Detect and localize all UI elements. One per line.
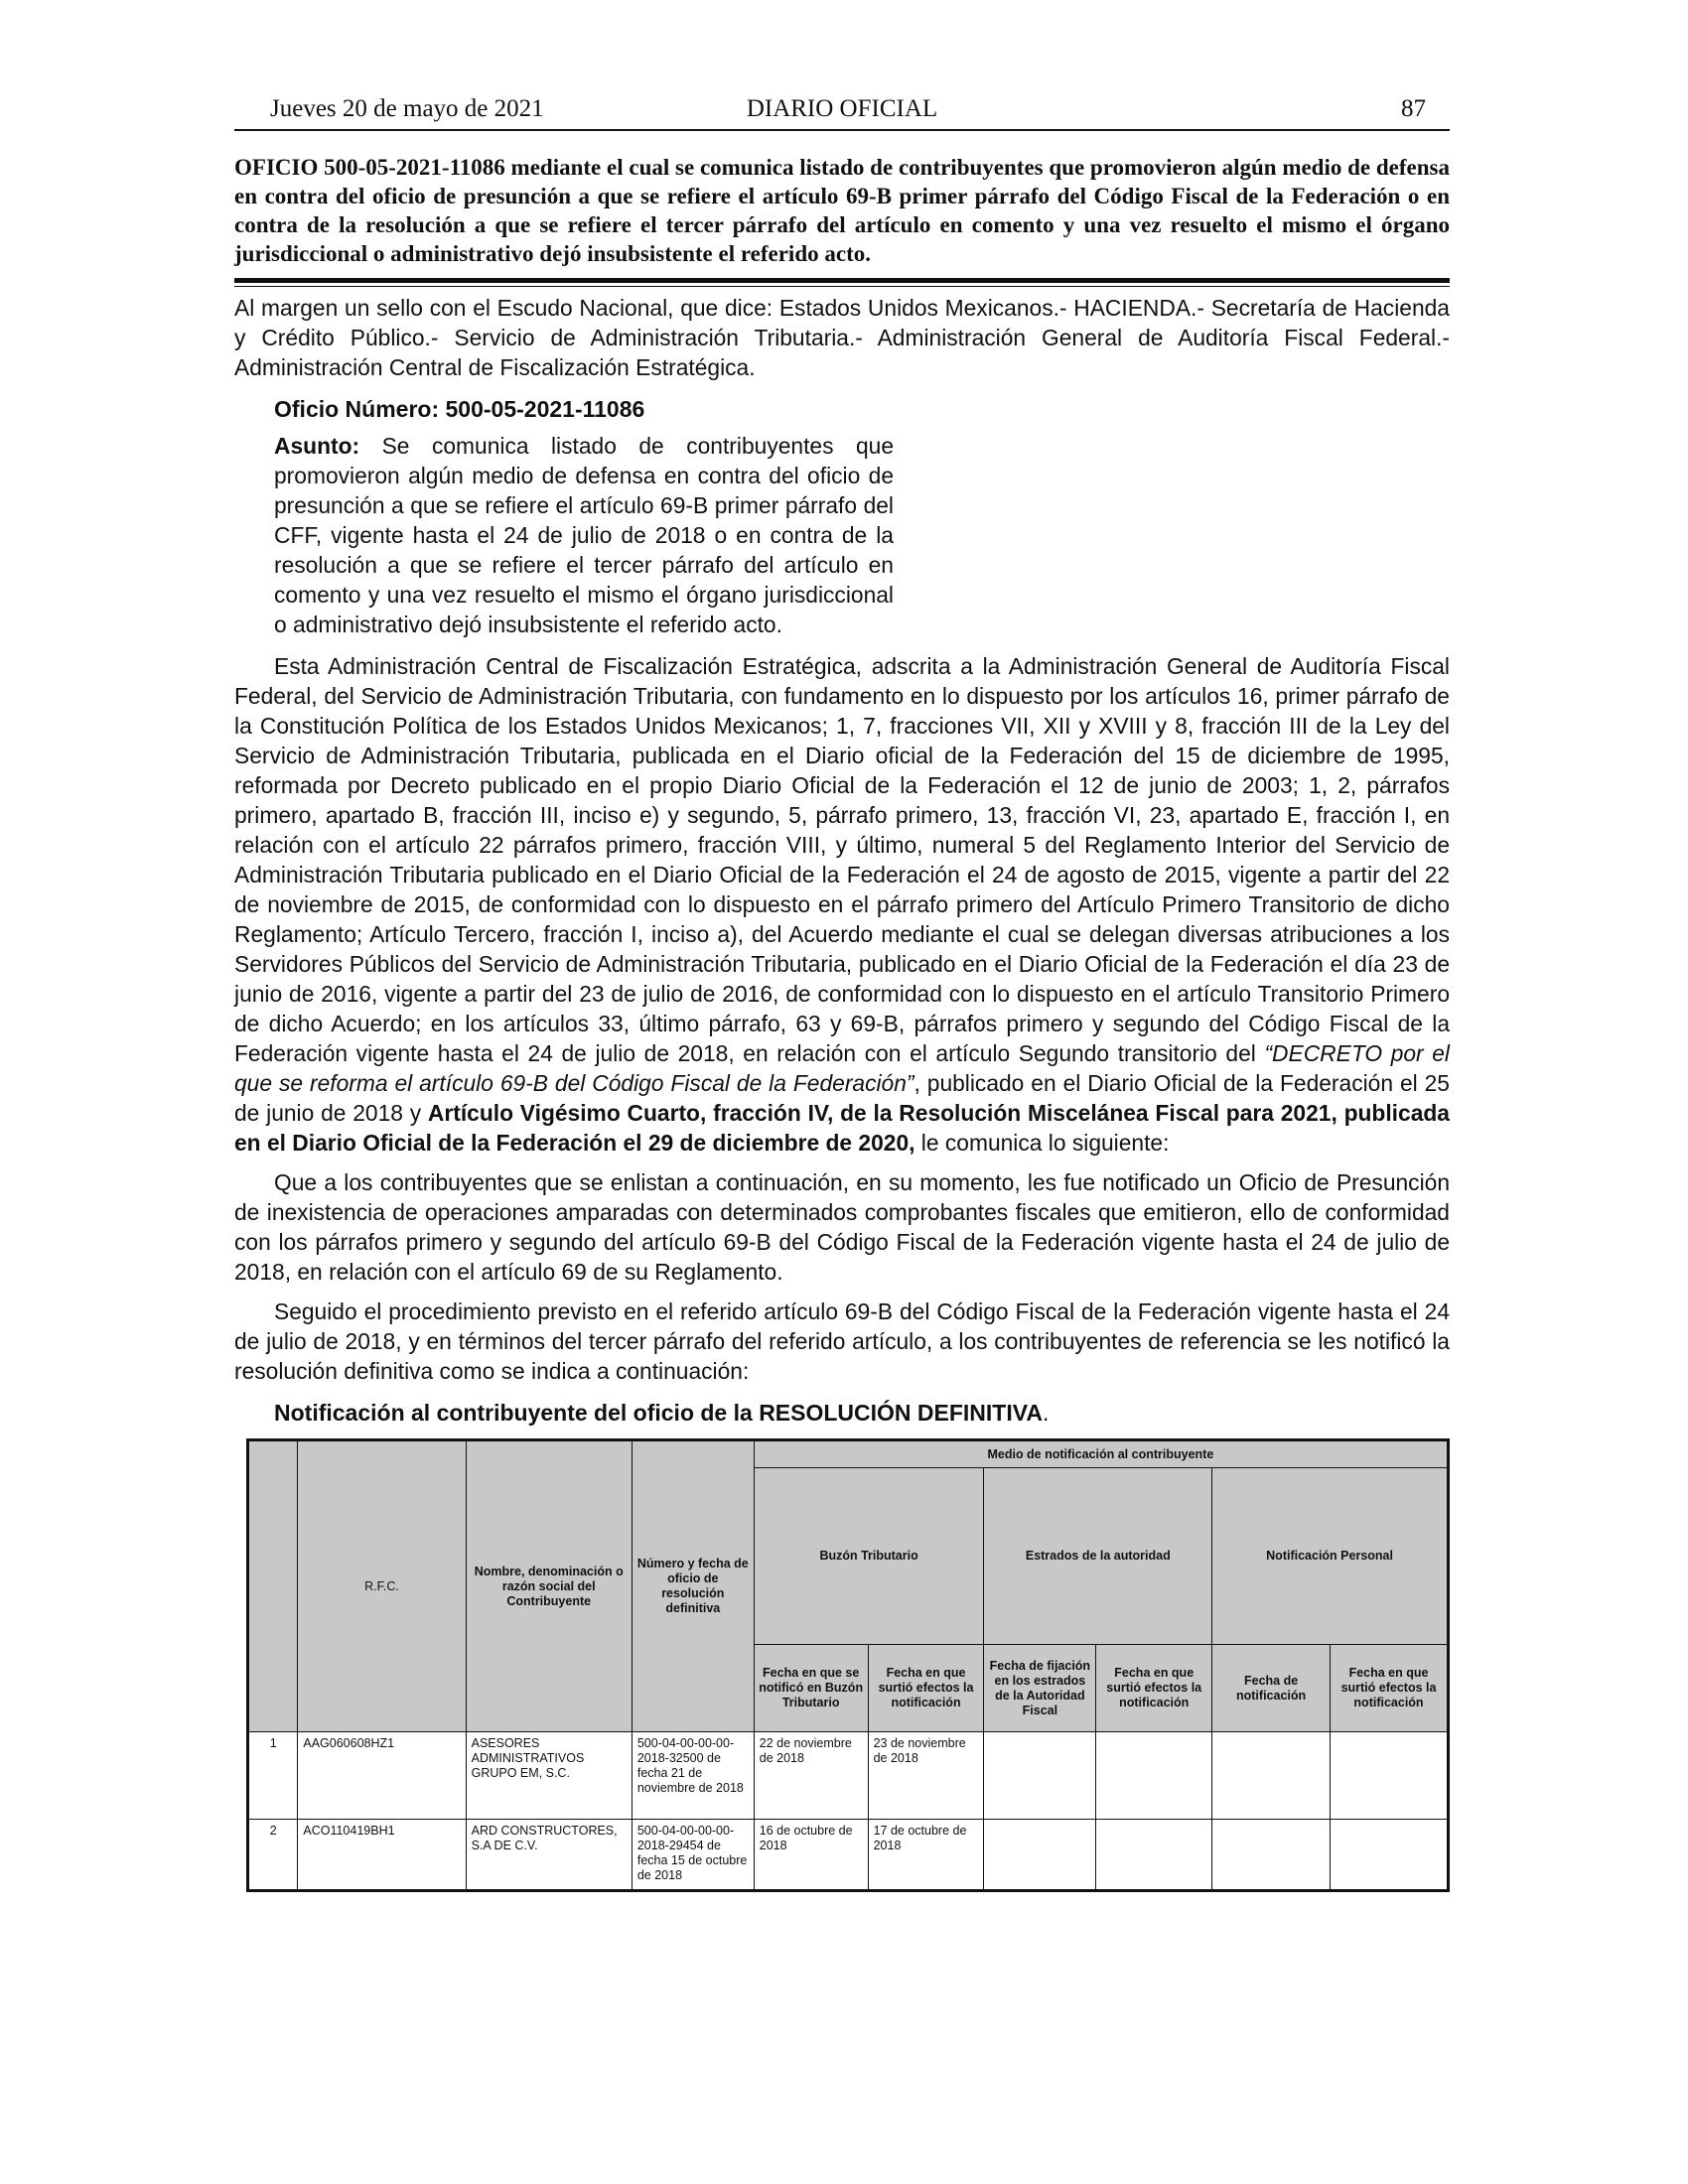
- header-personal-efectos: Fecha en que surtió efectos la notificación: [1331, 1645, 1449, 1732]
- header-date: Jueves 20 de mayo de 2021: [270, 95, 544, 122]
- cell-rfc: ACO110419BH1: [298, 1820, 466, 1891]
- cell-buzon-fecha: 16 de octubre de 2018: [754, 1820, 868, 1891]
- header-notificacion-personal: Notificación Personal: [1212, 1468, 1449, 1645]
- table-row: [248, 1732, 1449, 1820]
- header-buzon-efectos: Fecha en que surtió efectos la notificación: [868, 1645, 984, 1732]
- cell-buzon-efectos: 23 de noviembre de 2018: [868, 1732, 984, 1820]
- header-index: [248, 1440, 298, 1732]
- header-buzon-tributario: Buzón Tributario: [754, 1468, 984, 1645]
- cell-personal-efectos: [1331, 1820, 1449, 1891]
- header-numero-oficio: Número y fecha de oficio de resolución definitiva: [632, 1440, 754, 1732]
- oficio-number: Oficio Número: 500-05-2021-11086: [274, 396, 645, 422]
- notification-title: [274, 1400, 1450, 1427]
- cell-estrados-fecha: [984, 1732, 1096, 1820]
- notification-title-text: Notificación al contribuyente del oficio de la RESOLUCIÓN DEFINITIVA: [274, 1400, 1043, 1426]
- title-divider: [234, 278, 1450, 287]
- margin-note: Al margen un sello con el Escudo Nacional, que dice: Estados Unidos Mexicanos.- HACIENDA.- Secretaría de Hacienda y Crédito Público.- Servicio de Administración Tributaria.- Administración General de Auditoría Fiscal Federal.- Administración Central de Fiscalización Estratégica.: [234, 295, 1450, 380]
- header-page-number: 87: [1401, 95, 1426, 122]
- cell-rfc: AAG060608HZ1: [298, 1732, 466, 1820]
- cell-oficio: 500-04-00-00-00-2018-32500 de fecha 21 de noviembre de 2018: [632, 1732, 754, 1820]
- cell-estrados-fecha: [984, 1820, 1096, 1891]
- body-paragraph-1: [234, 651, 1450, 1158]
- cell-index: 2: [248, 1820, 298, 1891]
- header-publication: DIARIO OFICIAL: [746, 95, 938, 122]
- cell-estrados-efectos: [1096, 1732, 1212, 1820]
- p1-bold-reference: Artículo Vigésimo Cuarto, fracción IV, de la Resolución Miscelánea Fiscal para 2021, publicada en el Diario Oficial de la Federación el 29 de diciembre de 2020,: [234, 1100, 1450, 1156]
- header-estrados: Estrados de la autoridad: [984, 1468, 1212, 1645]
- cell-index: 1: [248, 1732, 298, 1820]
- header-medio-notificacion: Medio de notificación al contribuyente: [754, 1440, 1448, 1468]
- p1-text-c: le comunica lo siguiente:: [914, 1130, 1170, 1156]
- document-page: [234, 95, 1450, 1892]
- header-estrados-fecha: Fecha de fijación en los estrados de la Autoridad Fiscal: [984, 1645, 1096, 1732]
- cell-nombre: ASESORES ADMINISTRATIVOS GRUPO EM, S.C.: [466, 1732, 632, 1820]
- asunto-label: Asunto:: [274, 433, 360, 459]
- p1-text-b: , publicado en el Diario Oficial de la Federación el 25 de junio de 2018 y: [234, 1070, 1450, 1126]
- notification-title-period: .: [1043, 1400, 1050, 1426]
- cell-oficio: 500-04-00-00-00-2018-29454 de fecha 15 de octubre de 2018: [632, 1820, 754, 1891]
- cell-buzon-fecha: 22 de noviembre de 2018: [754, 1732, 868, 1820]
- table-row: [248, 1820, 1449, 1891]
- cell-personal-efectos: [1331, 1732, 1449, 1820]
- asunto-block: [274, 431, 894, 639]
- header-estrados-efectos: Fecha en que surtió efectos la notificación: [1096, 1645, 1212, 1732]
- cell-nombre: ARD CONSTRUCTORES, S.A DE C.V.: [466, 1820, 632, 1891]
- cell-buzon-efectos: 17 de octubre de 2018: [868, 1820, 984, 1891]
- body-paragraph-3: Seguido el procedimiento previsto en el referido artículo 69-B del Código Fiscal de la Federación vigente hasta el 24 de julio de 2018, y en términos del tercer párrafo del referido artículo, a los contribuyentes de referencia se les notificó la resolución definitiva como se indica a continuación:: [234, 1298, 1450, 1384]
- asunto-text: Se comunica listado de contribuyentes que promovieron algún medio de defensa en contra del oficio de presunción a que se refiere el artículo 69-B primer párrafo del CFF, vigente hasta el 24 de julio de 2018 o en contra de la resolución a que se refiere el tercer párrafo del artículo en comento y una vez resuelto el mismo el órgano jurisdiccional o administrativo dejó insubsistente el referido acto.: [274, 433, 894, 637]
- p1-decree-title: “DECRETO por el que se reforma el artículo 69-B del Código Fiscal de la Federación”: [234, 1040, 1450, 1096]
- notification-table: [246, 1438, 1450, 1892]
- running-header: [234, 95, 1450, 131]
- header-rfc: R.F.C.: [298, 1440, 466, 1732]
- header-personal-fecha: Fecha de notificación: [1212, 1645, 1331, 1732]
- header-nombre: Nombre, denominación o razón social del Contribuyente: [466, 1440, 632, 1732]
- p1-text-a: Esta Administración Central de Fiscalización Estratégica, adscrita a la Administración General de Auditoría Fiscal Federal, del Servicio de Administración Tributaria, con fundamento en lo dispuesto por los artículos 16, primer párrafo de la Constitución Política de los Estados Unidos Mexicanos; 1, 7, fracciones VII, XII y XVIII y 8, fracción III de la Ley del Servicio de Administración Tributaria, publicada en el Diario oficial de la Federación del 15 de diciembre de 1995, reformada por Decreto publicado en el propio Diario Oficial de la Federación el 12 de junio de 2003; 1, 2, párrafos primero, apartado B, fracción III, inciso e) y segundo, 5, párrafo primero, 13, fracción VI, 23, apartado E, fracción I, en relación con el artículo 22 párrafos primero, fracción VIII, y último, numeral 5 del Reglamento Interior del Servicio de Administración Tributaria publicado en el Diario Oficial de la Federación el 24 de agosto de 2015, vigente a partir del 22 de noviembre de 2015, de conformidad con lo dispuesto en el párrafo primero del Artículo Primero Transitorio de dicho Reglamento; Artículo Tercero, fracción I, inciso a), del Acuerdo mediante el cual se delegan diversas atribuciones a los Servidores Públicos del Servicio de Administración Tributaria, publicado en el Diario Oficial de la Federación el día 23 de junio de 2016, vigente a partir del 23 de julio de 2016, de conformidad con lo dispuesto en el artículo Transitorio Primero de dicho Acuerdo; en los artículos 33, último párrafo, 63 y 69-B, párrafos primero y segundo del Código Fiscal de la Federación vigente hasta el 24 de julio de 2018, en relación con el artículo Segundo transitorio del: [234, 653, 1450, 1066]
- cell-personal-fecha: [1212, 1820, 1331, 1891]
- cell-personal-fecha: [1212, 1732, 1331, 1820]
- body-paragraph-2: Que a los contribuyentes que se enlistan a continuación, en su momento, les fue notificado un Oficio de Presunción de inexistencia de operaciones amparadas con determinados comprobantes fiscales que emitieron, ello de conformidad con los párrafos primero y segundo del artículo 69-B del Código Fiscal de la Federación vigente hasta el 24 de julio de 2018, en relación con el artículo 69 de su Reglamento.: [234, 1169, 1450, 1285]
- header-buzon-fecha: Fecha en que se notificó en Buzón Tributario: [754, 1645, 868, 1732]
- document-title: OFICIO 500-05-2021-11086 mediante el cual se comunica listado de contribuyentes que promovieron algún medio de defensa en contra del oficio de presunción a que se refiere el artículo 69-B primer párrafo del Código Fiscal de la Federación o en contra de la resolución a que se refiere el tercer párrafo del artículo en comento y una vez resuelto el mismo el órgano jurisdiccional o administrativo dejó insubsistente el referido acto.: [234, 155, 1450, 266]
- cell-estrados-efectos: [1096, 1820, 1212, 1891]
